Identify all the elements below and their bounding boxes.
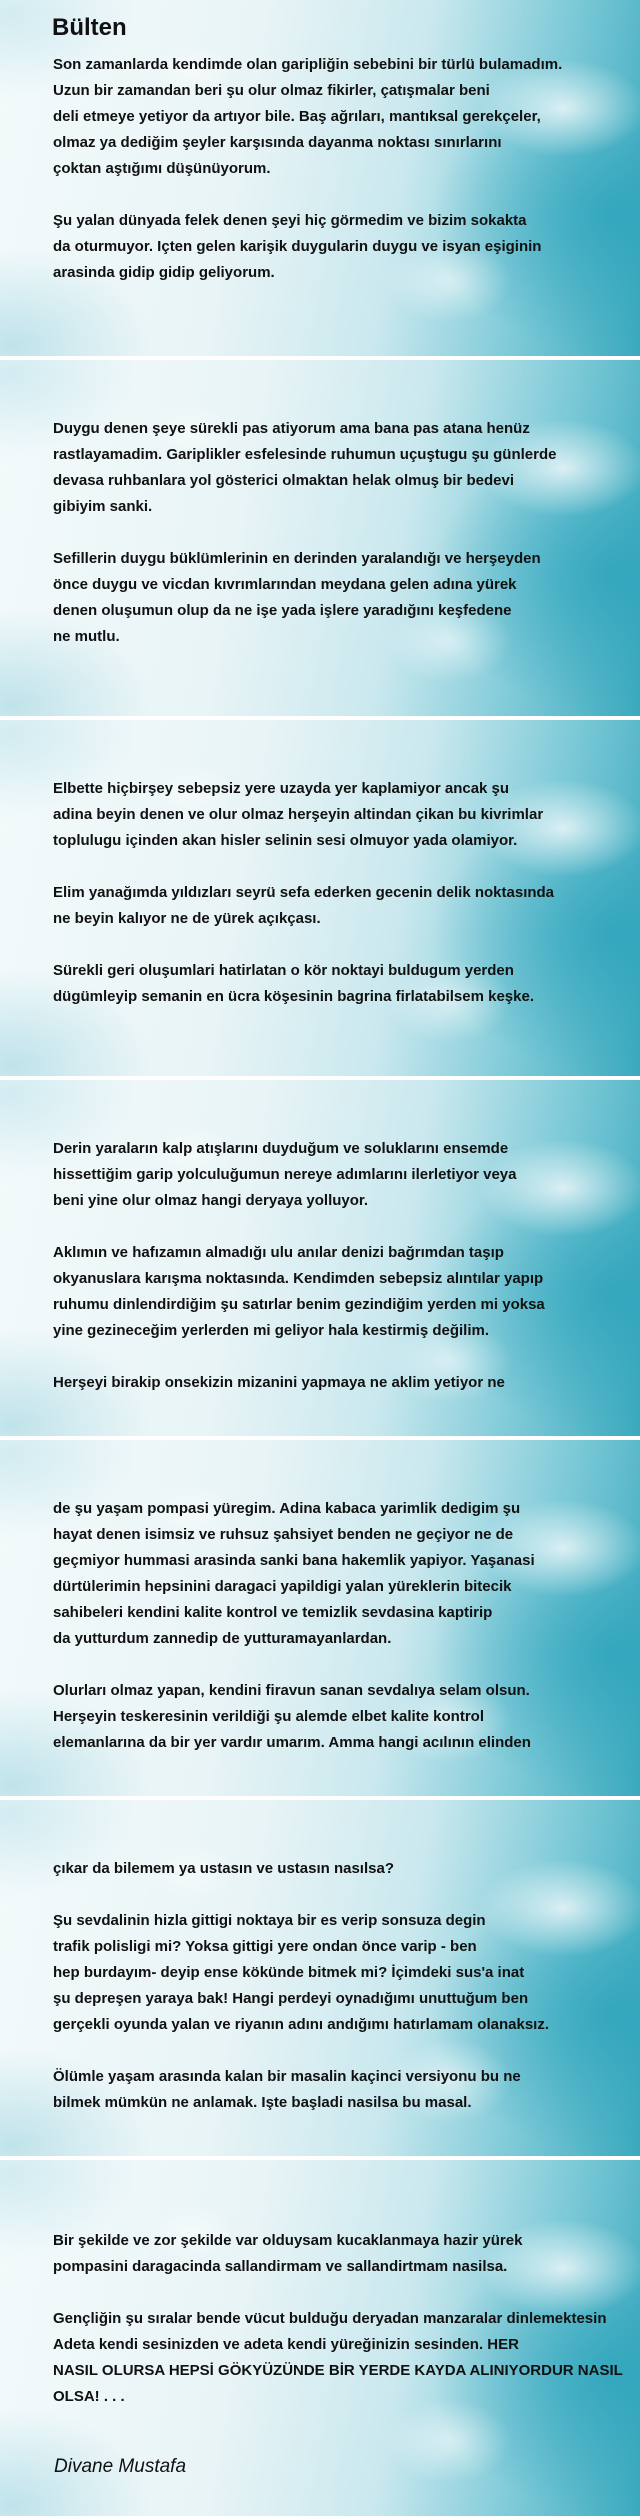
text-line: ruhumu dinlendirdiğim şu satırlar benim gezindiğim yerden mi yoksa	[53, 1296, 545, 1313]
text-line: olmaz ya dediğim şeyler karşısında dayanma noktası sınırlarını	[53, 134, 502, 151]
paragraph	[53, 1908, 640, 2038]
paragraph	[53, 1856, 640, 1882]
panel-text	[53, 52, 640, 286]
text-line: Derin yaraların kalp atışlarını duyduğum ve soluklarını ensemde	[53, 1140, 509, 1157]
text-line: bilmek mümkün ne anlamak. Işte başladi nasilsa bu masal.	[53, 2094, 472, 2111]
text-line: Adeta kendi sesinizden ve adeta kendi yüreğinizin sesinden. HER	[53, 2336, 519, 2353]
panel-text	[53, 776, 640, 1010]
paragraph	[53, 958, 640, 1010]
paragraph	[53, 2306, 640, 2410]
text-line: trafik polisligi mi? Yoksa gittigi yere ondan önce varip - ben	[53, 1938, 477, 1955]
text-line: pompasini daragacinda sallandirmam ve sallandirtmam nasilsa.	[53, 2258, 508, 2275]
text-line: Sürekli geri oluşumlari hatirlatan o kör noktayi buldugum yerden	[53, 962, 514, 979]
panel-text	[53, 1136, 640, 1396]
text-line: çıkar da bilemem ya ustasın ve ustasın nasılsa?	[53, 1860, 394, 1877]
text-line: devasa ruhbanlara yol gösterici olmaktan helak olmuş bir bedevi	[53, 472, 514, 489]
paragraph	[53, 776, 640, 854]
text-line: Aklımın ve hafızamın almadığı ulu anılar denizi bağrımdan taşıp	[53, 1244, 504, 1261]
text-line: dürtülerimin hepsinini daragaci yapildigi yalan yüreklerin bitecik	[53, 1578, 512, 1595]
text-line: beni yine olur olmaz hangi deryaya yolluyor.	[53, 1192, 369, 1209]
text-line: Duygu denen şeye sürekli pas atiyorum ama bana pas atana henüz	[53, 420, 530, 437]
paragraph	[53, 1240, 640, 1344]
text-line: toplulugu içinden akan hisler selinin sesi olmuyor yada olamiyor.	[53, 832, 518, 849]
text-line: ne mutlu.	[53, 628, 120, 645]
text-line: önce duygu ve vicdan kıvrımlarından meydana gelen adına yürek	[53, 576, 517, 593]
paragraph	[53, 2064, 640, 2116]
text-line: Sefillerin duygu büklümlerinin en derinden yaralandığı ve herşeyden	[53, 550, 541, 567]
panel-text	[53, 1496, 640, 1756]
text-line: Bir şekilde ve zor şekilde var olduysam kucaklanmaya hazir yürek	[53, 2232, 523, 2249]
text-line: da yutturdum zannedip de yutturamayanlardan.	[53, 1630, 392, 1647]
author-signature: Divane Mustafa	[54, 2456, 187, 2477]
panel-text	[53, 1856, 640, 2116]
paragraph	[53, 546, 640, 650]
text-panel-4	[0, 1080, 640, 1440]
text-panel-2	[0, 360, 640, 720]
paragraph	[53, 208, 640, 286]
text-line: Son zamanlarda kendimde olan garipliğin sebebini bir türlü bulamadım.	[53, 56, 563, 73]
text-line: deli etmeye yetiyor da artıyor bile. Baş ağrıları, mantıksal gerekçeler,	[53, 108, 541, 125]
text-line: çoktan aştığımı düşünüyorum.	[53, 160, 271, 177]
panel-text	[53, 2228, 640, 2410]
text-line: arasinda gidip gidip geliyorum.	[53, 264, 275, 281]
text-line: Olurları olmaz yapan, kendini firavun sanan sevdalıya selam olsun.	[53, 1682, 530, 1699]
text-line: dügümleyip semanin en ücra köşesinin bagrina firlatabilsem keşke.	[53, 988, 535, 1005]
text-panel-5	[0, 1440, 640, 1800]
page-title: Bülten	[52, 14, 127, 41]
text-line: de şu yaşam pompasi yüregim. Adina kabaca yarimlik dedigim şu	[53, 1500, 521, 1517]
text-panel-6	[0, 1800, 640, 2160]
text-line: Elim yanağımda yıldızları seyrü sefa ederken gecenin delik noktasında	[53, 884, 555, 901]
text-line: hissettiğim garip yolculuğumun nereye adımlarını ilerletiyor veya	[53, 1166, 517, 1183]
text-line: hayat denen isimsiz ve ruhsuz şahsiyet benden ne geçiyor ne de	[53, 1526, 514, 1543]
paragraph	[53, 52, 640, 182]
text-line: Herşeyin teskeresinin verildiği şu alemde elbet kalite kontrol	[53, 1708, 485, 1725]
text-line: OLSA! . . .	[53, 2388, 125, 2405]
text-line: gerçekli oyunda yalan ve riyanın adını andığımı hatırlamam olanaksız.	[53, 2016, 550, 2033]
paragraph	[53, 1370, 640, 1396]
text-line: rastlayamadim. Gariplikler esfelesinde ruhumun uçuştugu şu günlerde	[53, 446, 557, 463]
text-panel-3	[0, 720, 640, 1080]
text-line: hep burdayım- deyip ense kökünde bitmek mi? İçimdeki sus'a inat	[53, 1964, 525, 1981]
text-line: Herşeyi birakip onsekizin mizanini yapmaya ne aklim yetiyor ne	[53, 1374, 505, 1391]
text-line: elemanlarına da bir yer vardır umarım. Amma hangi acılının elinden	[53, 1734, 531, 1751]
text-line: da oturmuyor. Içten gelen karişik duygularin duygu ve isyan eşiginin	[53, 238, 542, 255]
text-panel-1	[0, 0, 640, 360]
paragraph	[53, 1496, 640, 1652]
text-line: Şu sevdalinin hizla gittigi noktaya bir es verip sonsuza degin	[53, 1912, 486, 1929]
paragraph	[53, 1136, 640, 1214]
paragraph	[53, 1678, 640, 1756]
text-line: okyanuslara karışma noktasında. Kendimden sebepsiz alıntılar yapıp	[53, 1270, 544, 1287]
paragraph	[53, 880, 640, 932]
text-panel-7	[0, 2160, 640, 2520]
paragraph	[53, 416, 640, 520]
text-line: denen oluşumun olup da ne işe yada işlere yaradığını keşfedene	[53, 602, 512, 619]
panel-text	[53, 416, 640, 650]
text-line: sahibeleri kendini kalite kontrol ve temizlik sevdasina kaptirip	[53, 1604, 493, 1621]
paragraph	[53, 2228, 640, 2280]
text-line: adina beyin denen ve olur olmaz herşeyin altindan çikan bu kivrimlar	[53, 806, 544, 823]
text-line: Uzun bir zamandan beri şu olur olmaz fikirler, çatışmalar beni	[53, 82, 490, 99]
text-line: NASIL OLURSA HEPSİ GÖKYÜZÜNDE BİR YERDE KAYDA ALINIYORDUR NASIL	[53, 2362, 623, 2379]
text-line: Şu yalan dünyada felek denen şeyi hiç görmedim ve bizim sokakta	[53, 212, 527, 229]
text-line: Elbette hiçbirşey sebepsiz yere uzayda yer kaplamiyor ancak şu	[53, 780, 510, 797]
text-line: geçmiyor hummasi arasinda sanki bana hakemlik yapiyor. Yaşanasi	[53, 1552, 535, 1569]
text-line: gibiyim sanki.	[53, 498, 153, 515]
text-line: yine gezineceğim yerlerden mi geliyor hala kestirmiş değilim.	[53, 1322, 490, 1339]
text-line: şu depreşen yaraya bak! Hangi perdeyi oynadığımı unuttuğum ben	[53, 1990, 529, 2007]
text-line: Gençliğin şu sıralar bende vücut bulduğu deryadan manzaralar dinlemektesin	[53, 2310, 607, 2327]
text-line: Ölümle yaşam arasında kalan bir masalin kaçinci versiyonu bu ne	[53, 2068, 521, 2085]
text-line: ne beyin kalıyor ne de yürek açıkçası.	[53, 910, 321, 927]
